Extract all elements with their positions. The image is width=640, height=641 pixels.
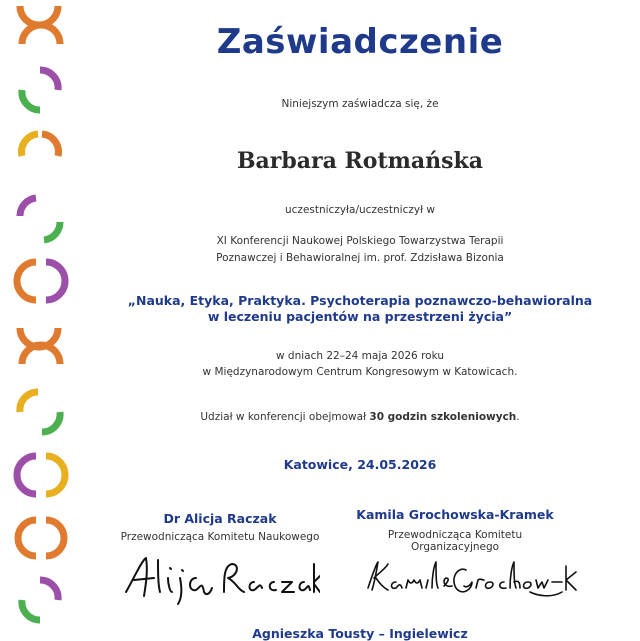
participation-text: uczestniczyła/uczestniczył w <box>285 204 435 216</box>
dates-line-2: w Międzynarodowym Centrum Kongresowym w Katowicach. <box>202 366 518 378</box>
intro-text: Niniejszym zaświadcza się, że <box>281 98 439 110</box>
hours-bold: 30 godzin szkoleniowych <box>369 411 517 423</box>
signature-2 <box>362 552 582 608</box>
circular-arc-pattern-icon <box>0 0 80 640</box>
dates-line-1: w dniach 22–24 maja 2026 roku <box>275 350 444 362</box>
hours-text <box>80 411 640 423</box>
certificate-title: Zaświadczenie <box>216 22 504 62</box>
signatory-2-role: Przewodnicząca Komitetu Organizacyjnego <box>387 529 523 553</box>
signature-1 <box>120 548 320 608</box>
signatory-2-name: Kamila Grochowska-Kramek <box>356 507 554 522</box>
conference-line-2: Poznawczej i Behawioralnej im. prof. Zdzisława Bizonia <box>216 252 504 264</box>
motto-line-2: w leczeniu pacjentów na przestrzeni życia” <box>207 309 513 324</box>
hours-prefix: Udział w konferencji obejmował <box>200 411 370 423</box>
motto-line-1: „Nauka, Etyka, Praktyka. Psychoterapia poznawczo-behawioralna <box>127 293 593 308</box>
signatory-1-name: Dr Alicja Raczak <box>163 511 277 526</box>
certificate-page <box>80 0 640 640</box>
recipient-name: Barbara Rotmańska <box>236 148 484 174</box>
hours-suffix: . <box>516 411 520 423</box>
conference-line-1: XI Konferencji Naukowej Polskiego Towarzystwa Terapii <box>216 235 504 247</box>
bottom-signatory-name: Agnieszka Tousty – Ingielewicz <box>252 626 468 641</box>
place-date: Katowice, 24.05.2026 <box>283 457 437 472</box>
signatory-1-role: Przewodnicząca Komitetu Naukowego <box>120 531 320 543</box>
